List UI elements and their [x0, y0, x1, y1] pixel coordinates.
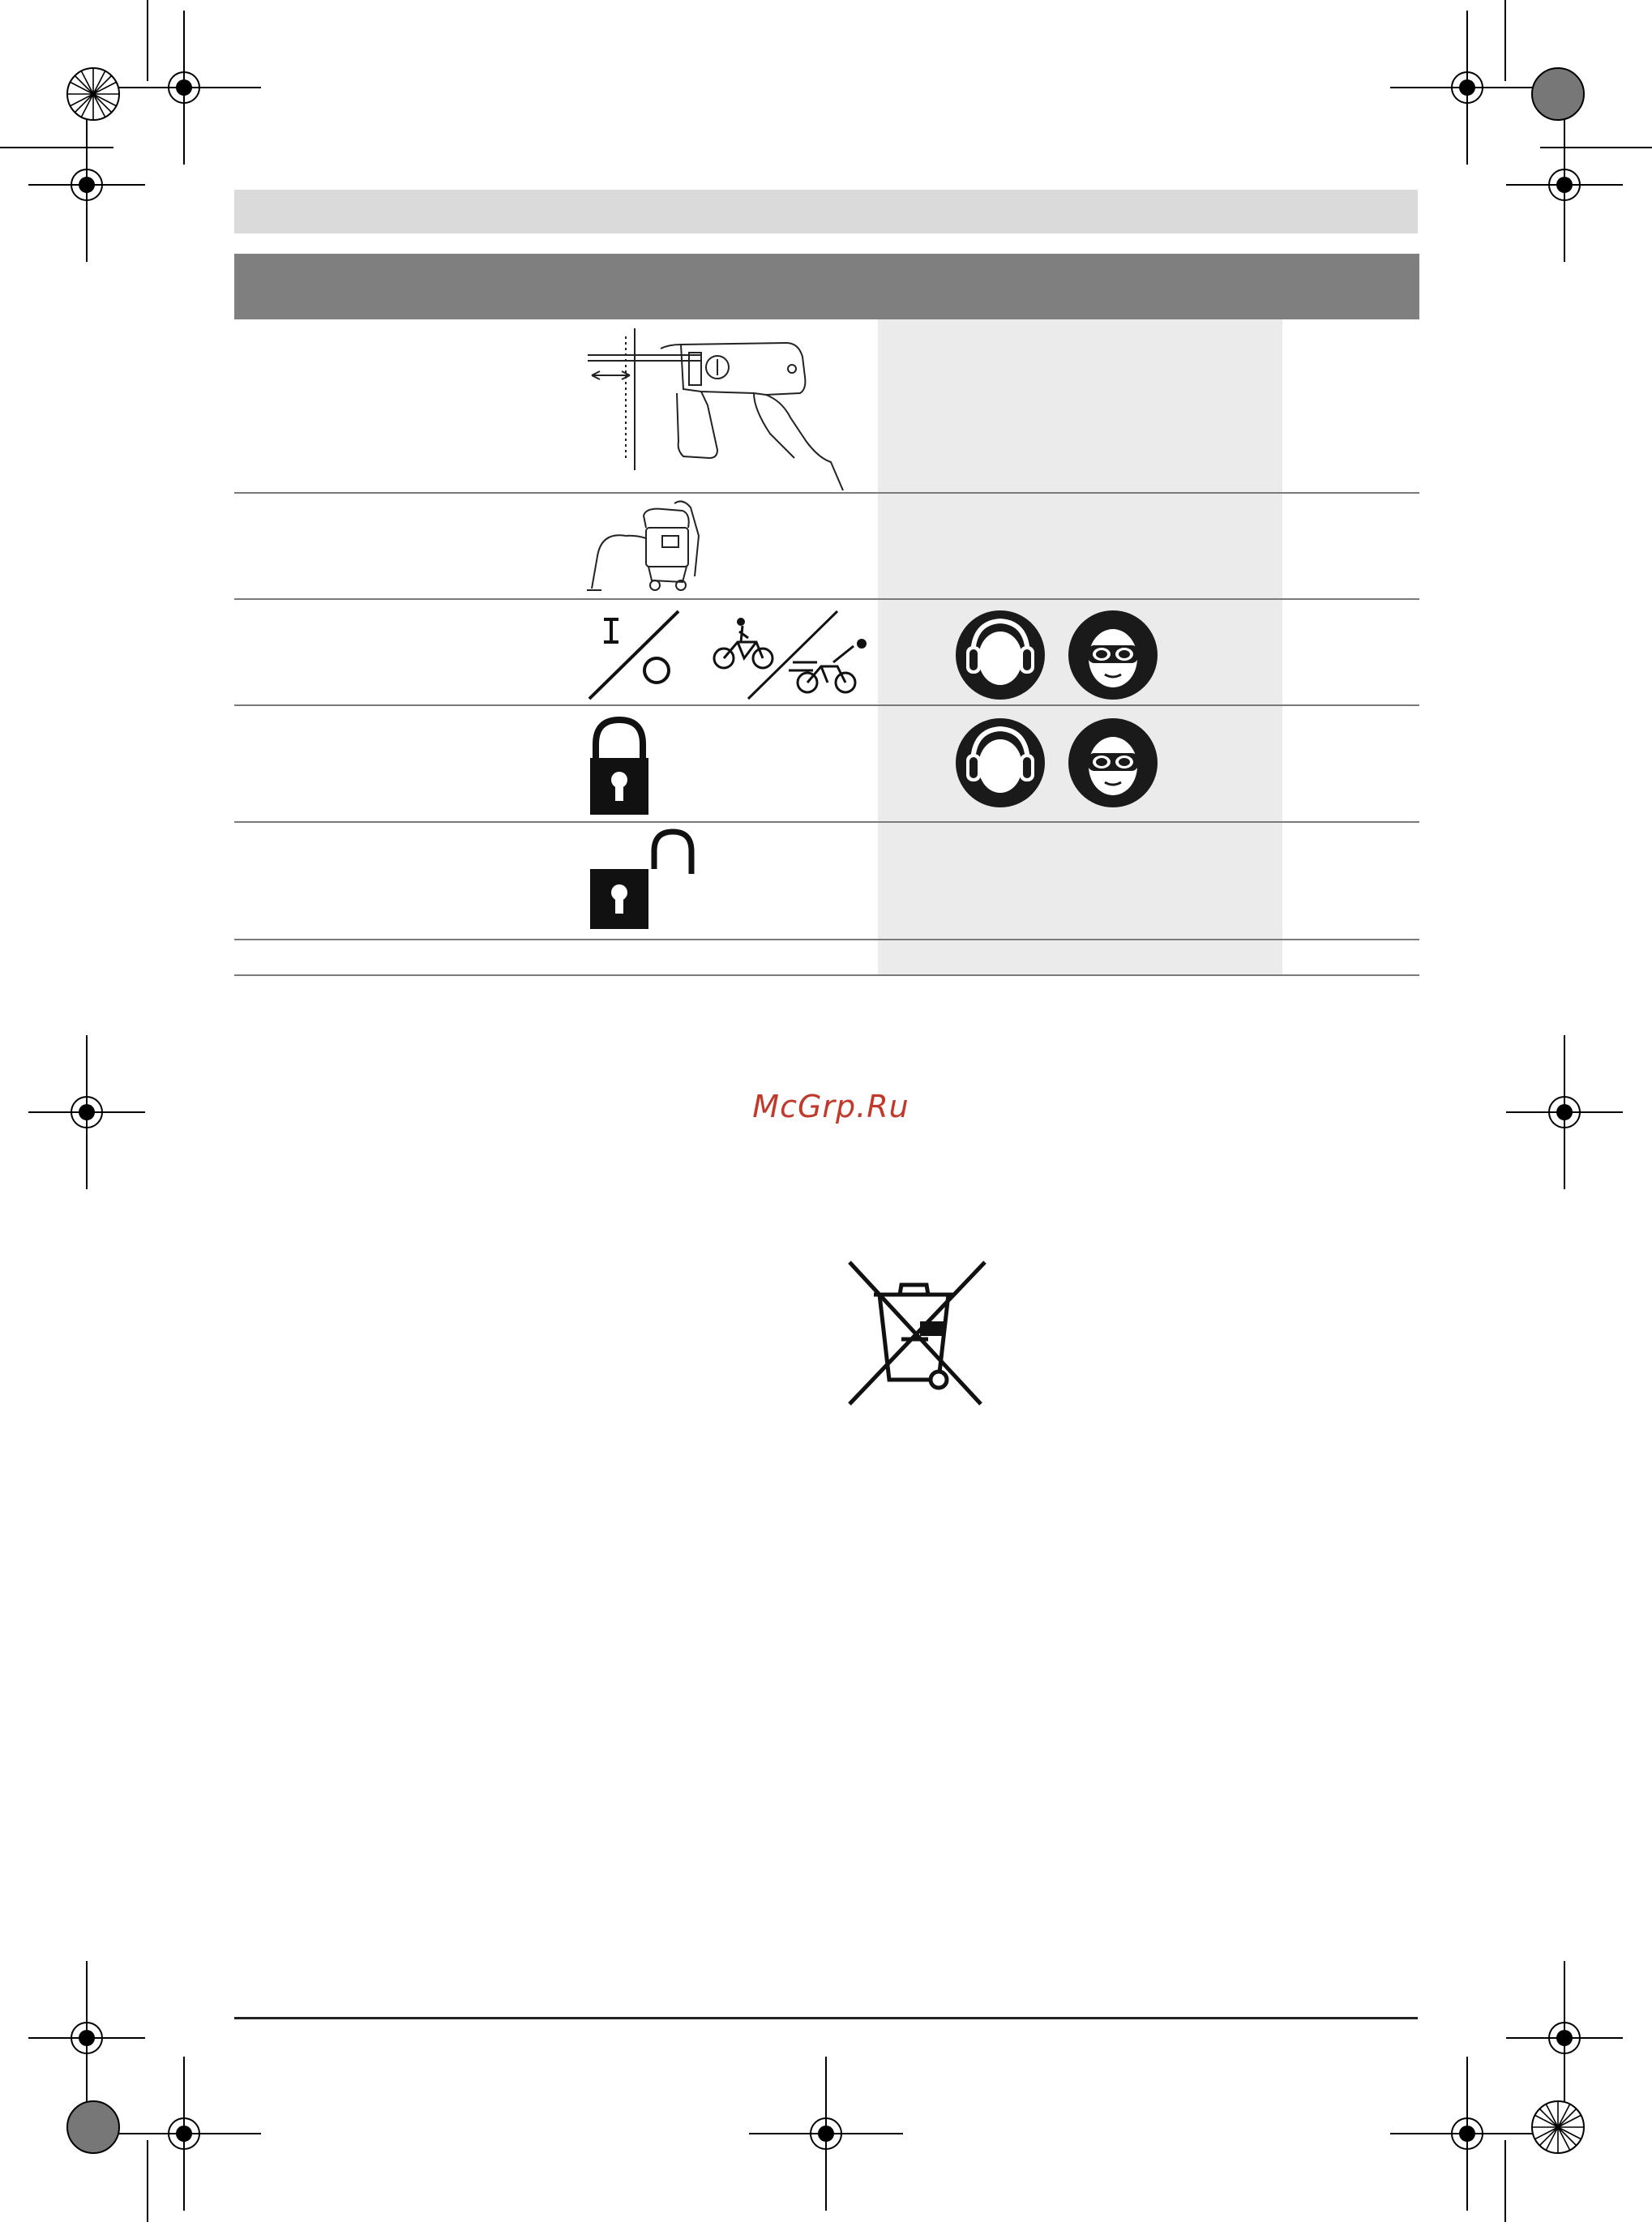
eye-protection-icon	[1068, 717, 1158, 808]
row-divider	[234, 704, 1419, 706]
eye-protection-icon	[1068, 610, 1158, 700]
row-divider	[234, 598, 1419, 600]
header-bar	[234, 190, 1418, 233]
ear-protection-icon	[955, 717, 1046, 808]
weee-crossed-bin-icon	[843, 1258, 989, 1408]
footer-rule	[234, 2017, 1418, 2019]
speed-slow-fast-icon	[712, 610, 874, 703]
lock-closed-icon	[588, 713, 651, 817]
table-header	[234, 254, 1419, 319]
watermark: McGrp.Ru	[752, 1089, 909, 1124]
row-divider	[234, 492, 1419, 494]
ear-protection-icon	[955, 610, 1046, 700]
row-divider	[234, 821, 1419, 823]
drill-depth-illustration	[588, 328, 847, 490]
row-divider	[234, 939, 1419, 940]
lock-open-icon	[588, 827, 701, 932]
vacuum-illustration	[585, 499, 707, 595]
row-divider	[234, 974, 1419, 976]
on-off-switch-icon	[588, 610, 681, 703]
